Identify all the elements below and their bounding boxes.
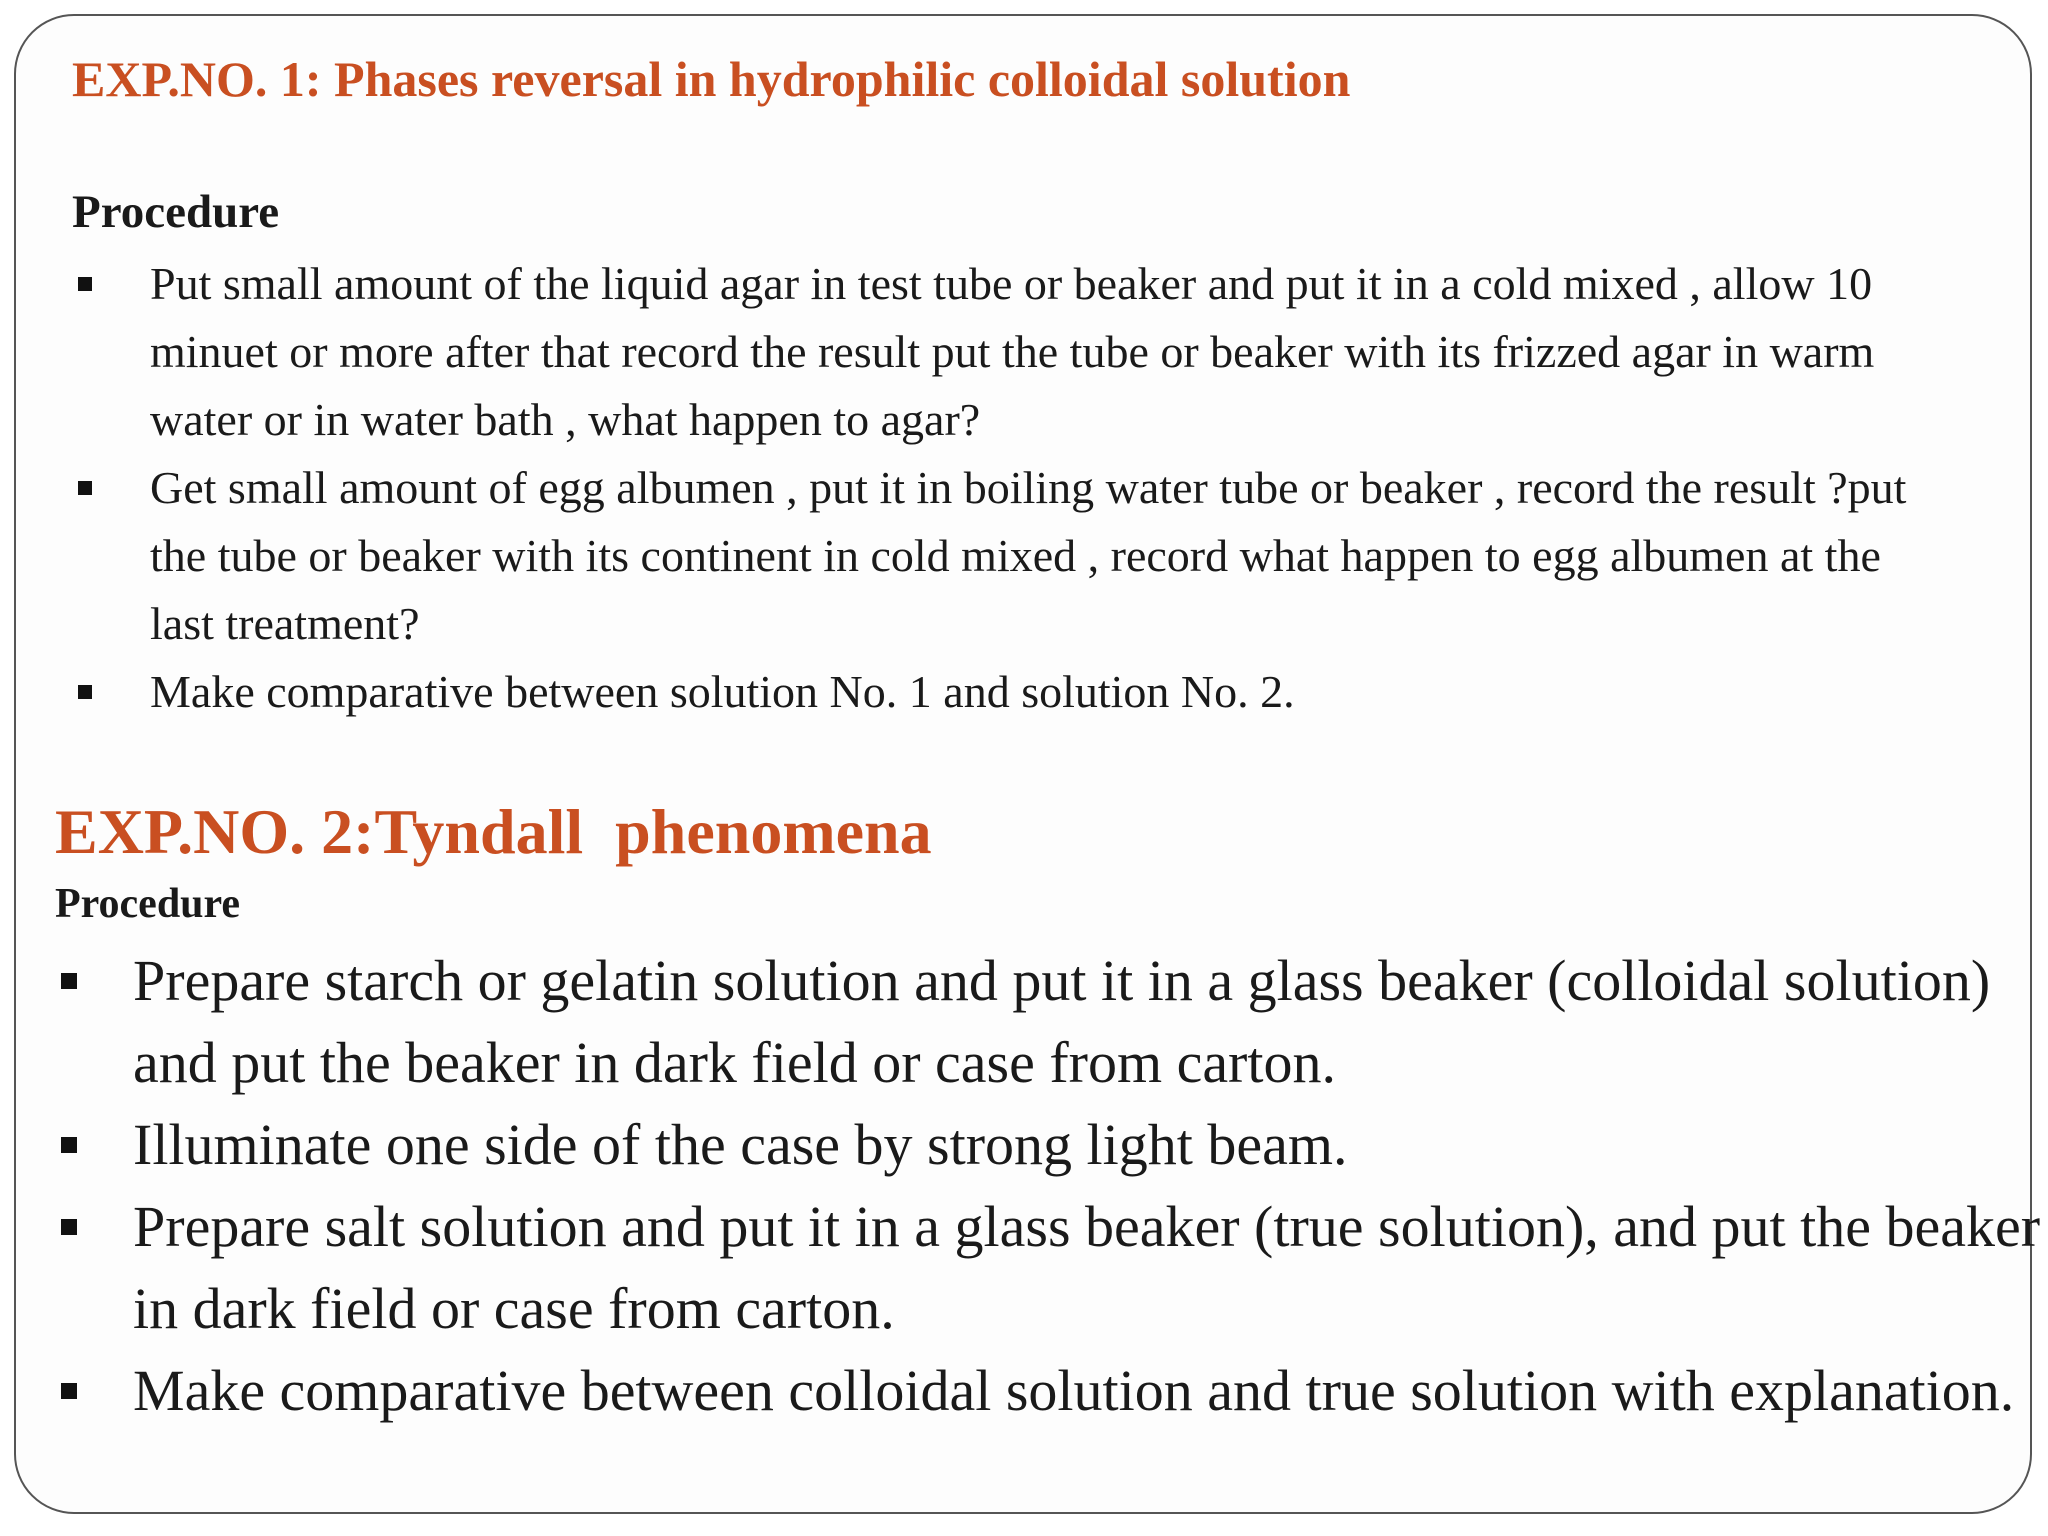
exp2-step-3 [55,1186,2048,1350]
exp1-step-3 [72,658,1940,726]
square-bullet-icon [78,685,92,699]
exp2-step-1 [55,940,2048,1104]
exp2-step-1-text: Prepare starch or gelatin solution and put it in a glass beaker (colloidal solution) and put the beaker in dark field or case from carton. [133,948,1991,1095]
exp2-step-3-text: Prepare salt solution and put it in a glass beaker (true solution), and put the beaker in dark field or case from carton. [133,1194,2041,1341]
exp2-step-2 [55,1104,2048,1186]
exp1-step-2 [72,454,1940,658]
square-bullet-icon [61,1383,77,1399]
square-bullet-icon [78,481,92,495]
exp1-procedure-label: Procedure [72,186,280,238]
exp2-step-2-text: Illuminate one side of the case by strong light beam. [133,1112,1348,1177]
exp2-step-4 [55,1350,2048,1432]
exp1-step-1-text: Put small amount of the liquid agar in test tube or beaker and put it in a cold mixed , allow 10 minuet or more after that record the result put the tube or beaker with its frizzed agar in warm water or in water bath , what happen to agar? [150,258,1875,445]
exp1-step-1 [72,250,1940,454]
exp2-procedure-label: Procedure [55,881,241,927]
square-bullet-icon [61,1219,77,1235]
exp1-step-3-text: Make comparative between solution No. 1 and solution No. 2. [150,666,1295,717]
square-bullet-icon [61,973,77,989]
exp2-title: EXP.NO. 2:Tyndall phenomena [55,796,932,867]
exp2-procedure-list [55,940,2041,1432]
exp1-title: EXP.NO. 1: Phases reversal in hydrophilic colloidal solution [72,51,1351,107]
exp1-step-2-text: Get small amount of egg albumen , put it in boiling water tube or beaker , record the result ?put the tube or beaker with its continent in cold mixed , record what happen to egg albumen at the last treatment? [150,462,1907,649]
square-bullet-icon [78,277,92,291]
exp2-step-4-text: Make comparative between colloidal solution and true solution with explanation. [133,1358,2015,1423]
exp1-procedure-list [72,250,1952,726]
square-bullet-icon [61,1137,77,1153]
